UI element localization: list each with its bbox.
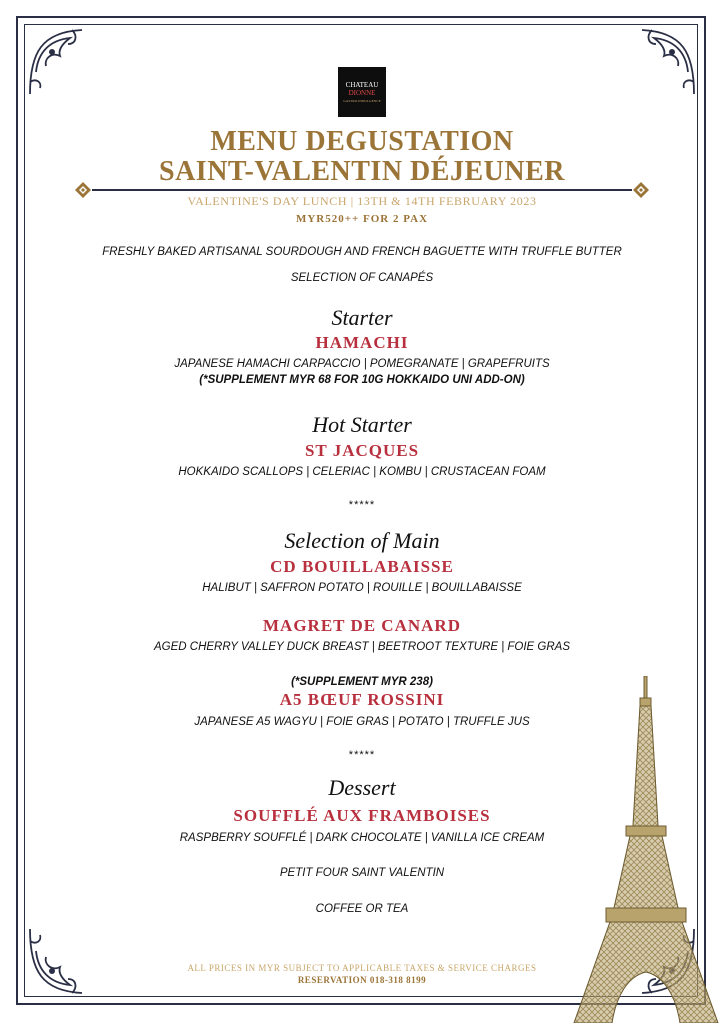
dessert-dish: SOUFFLÉ AUX FRAMBOISES [233, 806, 491, 825]
course-separator: ***** [348, 749, 376, 761]
main-heading: Selection of Main [284, 528, 440, 553]
menu-title-line-2: SAINT-VALENTIN DÉJEUNER [159, 156, 565, 187]
flourish-corner-icon [22, 921, 102, 1001]
main-description-rossini: JAPANESE A5 WAGYU | FOIE GRAS | POTATO | TRUFFLE JUS [194, 716, 530, 728]
logo-line-2: DIONNE [348, 88, 376, 97]
main-description-bouillabaisse: HALIBUT | SAFFRON POTATO | ROUILLE | BOUILLABAISSE [202, 582, 522, 594]
course-separator: ***** [348, 499, 376, 511]
starter-description: JAPANESE HAMACHI CARPACCIO | POMEGRANATE | GRAPEFRUITS [174, 358, 550, 370]
hot-starter-description: HOKKAIDO SCALLOPS | CELERIAC | KOMBU | CRUSTACEAN FOAM [178, 466, 546, 478]
closing-petit-four: PETIT FOUR SAINT VALENTIN [279, 867, 445, 879]
eiffel-tower-icon [568, 676, 724, 1023]
intro-canapes: SELECTION OF CANAPÉS [290, 272, 434, 284]
main-dish-rossini: A5 BŒUF ROSSINI [279, 690, 445, 709]
flourish-corner-icon [22, 22, 102, 102]
menu-price: MYR520++ FOR 2 PAX [295, 213, 429, 225]
dessert-heading: Dessert [328, 775, 396, 800]
menu-subtitle: VALENTINE'S DAY LUNCH | 13TH & 14TH FEBRUARY 2023 [187, 194, 537, 208]
starter-supplement-note: (*SUPPLEMENT MYR 68 FOR 10G HOKKAIDO UNI ADD-ON) [199, 374, 525, 386]
main-dish-bouillabaisse: CD BOUILLABAISSE [270, 557, 454, 576]
footer-tax-note: ALL PRICES IN MYR SUBJECT TO APPLICABLE TAXES & SERVICE CHARGES [187, 963, 537, 973]
starter-heading: Starter [331, 305, 393, 330]
main-supplement-note: (*SUPPLEMENT MYR 238) [291, 676, 433, 688]
closing-coffee-tea: COFFEE OR TEA [315, 903, 409, 915]
intro-bread: FRESHLY BAKED ARTISANAL SOURDOUGH AND FRENCH BAGUETTE WITH TRUFFLE BUTTER [102, 246, 622, 258]
footer-reservation: RESERVATION 018-318 8199 [297, 975, 427, 985]
restaurant-logo [338, 67, 386, 117]
logo-line-1: CHATEAU [345, 80, 379, 89]
menu-title-line-1: MENU DEGUSTATION [210, 126, 514, 157]
main-description-canard: AGED CHERRY VALLEY DUCK BREAST | BEETROOT TEXTURE | FOIE GRAS [153, 641, 571, 653]
hot-starter-dish: ST JACQUES [304, 441, 420, 460]
main-dish-canard: MAGRET DE CANARD [263, 616, 461, 635]
starter-dish: HAMACHI [315, 333, 409, 352]
logo-line-3: GASTRO INDULGENCE [343, 98, 381, 103]
dessert-description: RASPBERRY SOUFFLÉ | DARK CHOCOLATE | VANILLA ICE CREAM [179, 832, 545, 844]
hot-starter-heading: Hot Starter [312, 412, 412, 437]
title-divider [92, 189, 632, 191]
flourish-corner-icon [622, 22, 702, 102]
